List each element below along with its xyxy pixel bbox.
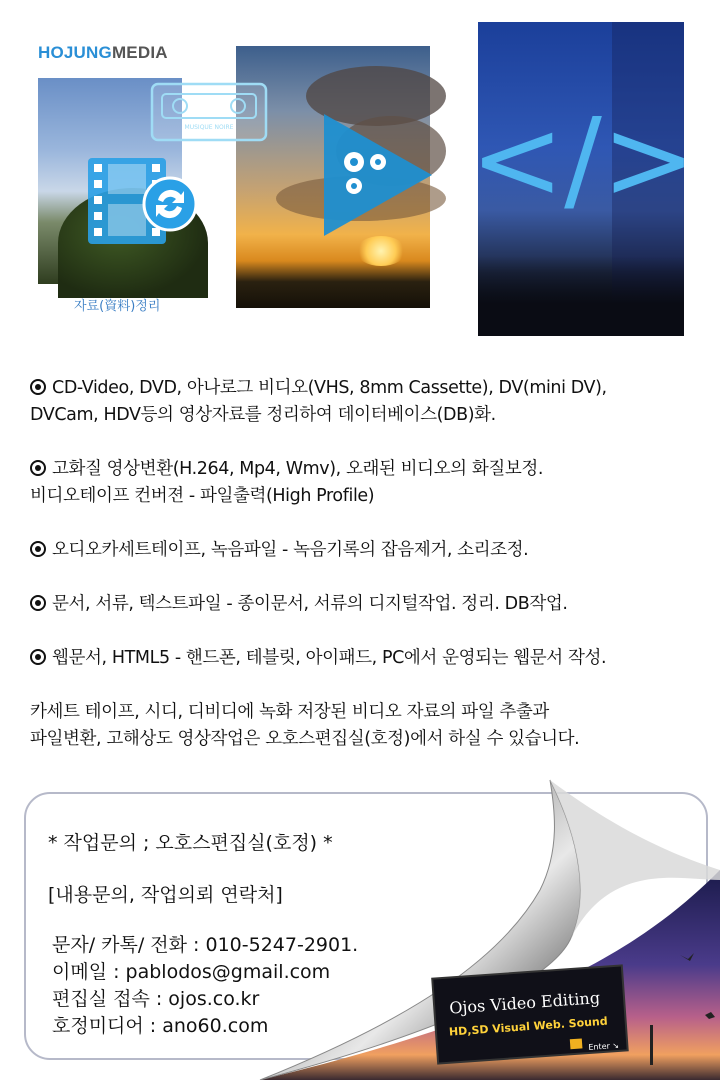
bullet-icon (30, 541, 46, 557)
play-gears-icon (320, 110, 436, 240)
contact-studio-link[interactable]: 편집실 접속 : ojos.co.kr (52, 988, 260, 1010)
service-item-video-db: CD-Video, DVD, 아나로그 비디오(VHS, 8mm Cassette), DV(mini DV), DVCam, HDV등의 영상자료를 정리하여 데이터베이스(DB)화. (30, 378, 607, 425)
bullet-icon (30, 379, 46, 395)
service-description (30, 375, 710, 780)
bullet-icon (30, 595, 46, 611)
page-curl-banner[interactable] (250, 780, 720, 1080)
billboard-title: Ojos Video Editing (448, 988, 601, 1018)
film-refresh-icon (86, 156, 198, 252)
contact-phone: 문자/ 카톡/ 전화 : 010-5247-2901. (52, 934, 359, 956)
service-summary: 카세트 테이프, 시디, 디비디에 녹화 저장된 비디오 자료의 파일 추출과 파일변환, 고해상도 영상작업은 오호스편집실(호정)에서 하실 수 있습니다. (30, 702, 580, 749)
header-graphic (0, 0, 720, 350)
contact-email: 이메일 : pablodos@gmail.com (52, 961, 331, 983)
bullet-icon (30, 649, 46, 665)
html-code-icon (470, 95, 696, 225)
contact-subtitle: [내용문의, 작업의뢰 연락처] (48, 884, 283, 906)
contact-media-link[interactable]: 호정미디어 : ano60.com (52, 1015, 269, 1037)
hojung-media-logo: HOJUNGMEDIA (38, 43, 168, 62)
service-item-web: 웹문서, HTML5 - 핸드폰, 테블릿, 아이패드, PC에서 운영되는 웹문서 작성. (30, 645, 710, 672)
service-item-video-conversion: 고화질 영상변환(H.264, Mp4, Wmv), 오래된 비디오의 화질보정. 비디오테이프 컨버젼 - 파일출력(High Profile) (30, 459, 544, 506)
enter-link[interactable]: Enter ↘ (588, 1040, 620, 1052)
service-item-audio: 오디오카세트테이프, 녹음파일 - 녹음기록의 잡음제거, 소리조정. (30, 537, 710, 564)
cassette-label: MUSIQUE NOIRE (184, 124, 234, 131)
bullet-icon (30, 460, 46, 476)
contact-title: * 작업문의 ; 오호스편집실(호정) * (48, 832, 333, 854)
billboard-subtitle: HD,SD Visual Web. Sound (448, 1014, 609, 1039)
cassette-icon (150, 82, 268, 142)
service-item-documents: 문서, 서류, 텍스트파일 - 종이문서, 서류의 디지털작업. 정리. DB작업. (30, 591, 710, 618)
caption-data-organize: 자료(資料)정리 (74, 299, 161, 314)
svg-text:</>: </> (470, 95, 696, 225)
billboard (432, 965, 627, 1063)
